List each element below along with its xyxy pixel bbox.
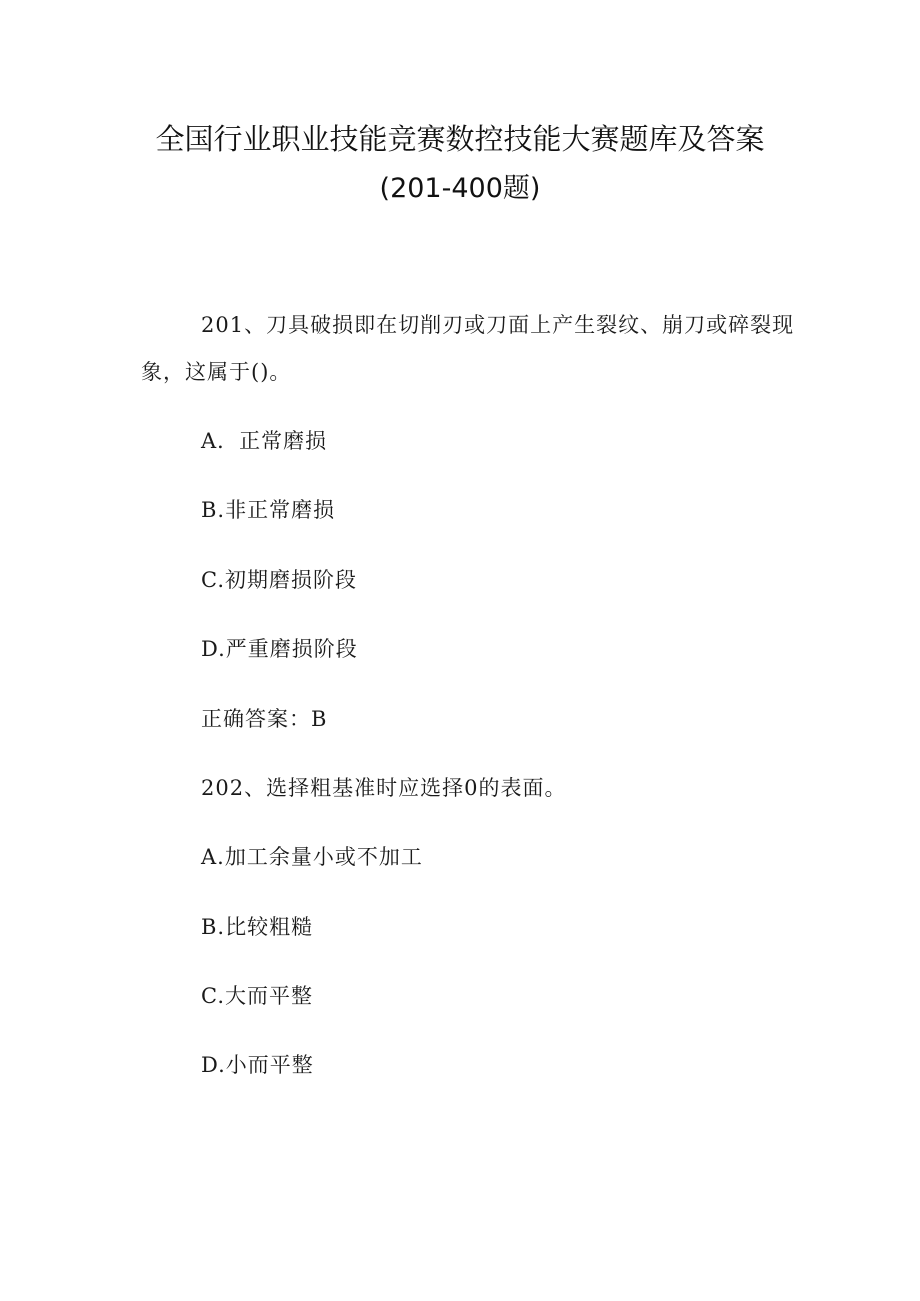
question-201-answer: 正确答案：B	[201, 707, 328, 731]
document-title: 全国行业职业技能竞赛数控技能大赛题库及答案	[155, 122, 765, 156]
question-201-stem-line2: 象，这属于()。	[141, 360, 292, 384]
question-201-stem-line1: 201、刀具破损即在切削刃或刀面上产生裂纹、崩刀或碎裂现	[201, 313, 795, 337]
question-201-option-d: D.严重磨损阶段	[201, 637, 358, 661]
question-202-option-c: C.大而平整	[201, 984, 313, 1008]
question-202-stem-line1: 202、选择粗基准时应选择0的表面。	[201, 776, 567, 800]
question-202-option-b: B.比较粗糙	[201, 915, 314, 939]
question-201-option-b: B.非正常磨损	[201, 498, 336, 522]
question-201-option-c: C.初期磨损阶段	[201, 568, 357, 592]
document-subtitle: (201-400题)	[379, 173, 541, 204]
question-201-option-a: A．正常磨损	[201, 429, 328, 453]
question-202-option-a: A.加工余量小或不加工	[201, 845, 423, 869]
question-202-option-d: D.小而平整	[201, 1053, 314, 1077]
